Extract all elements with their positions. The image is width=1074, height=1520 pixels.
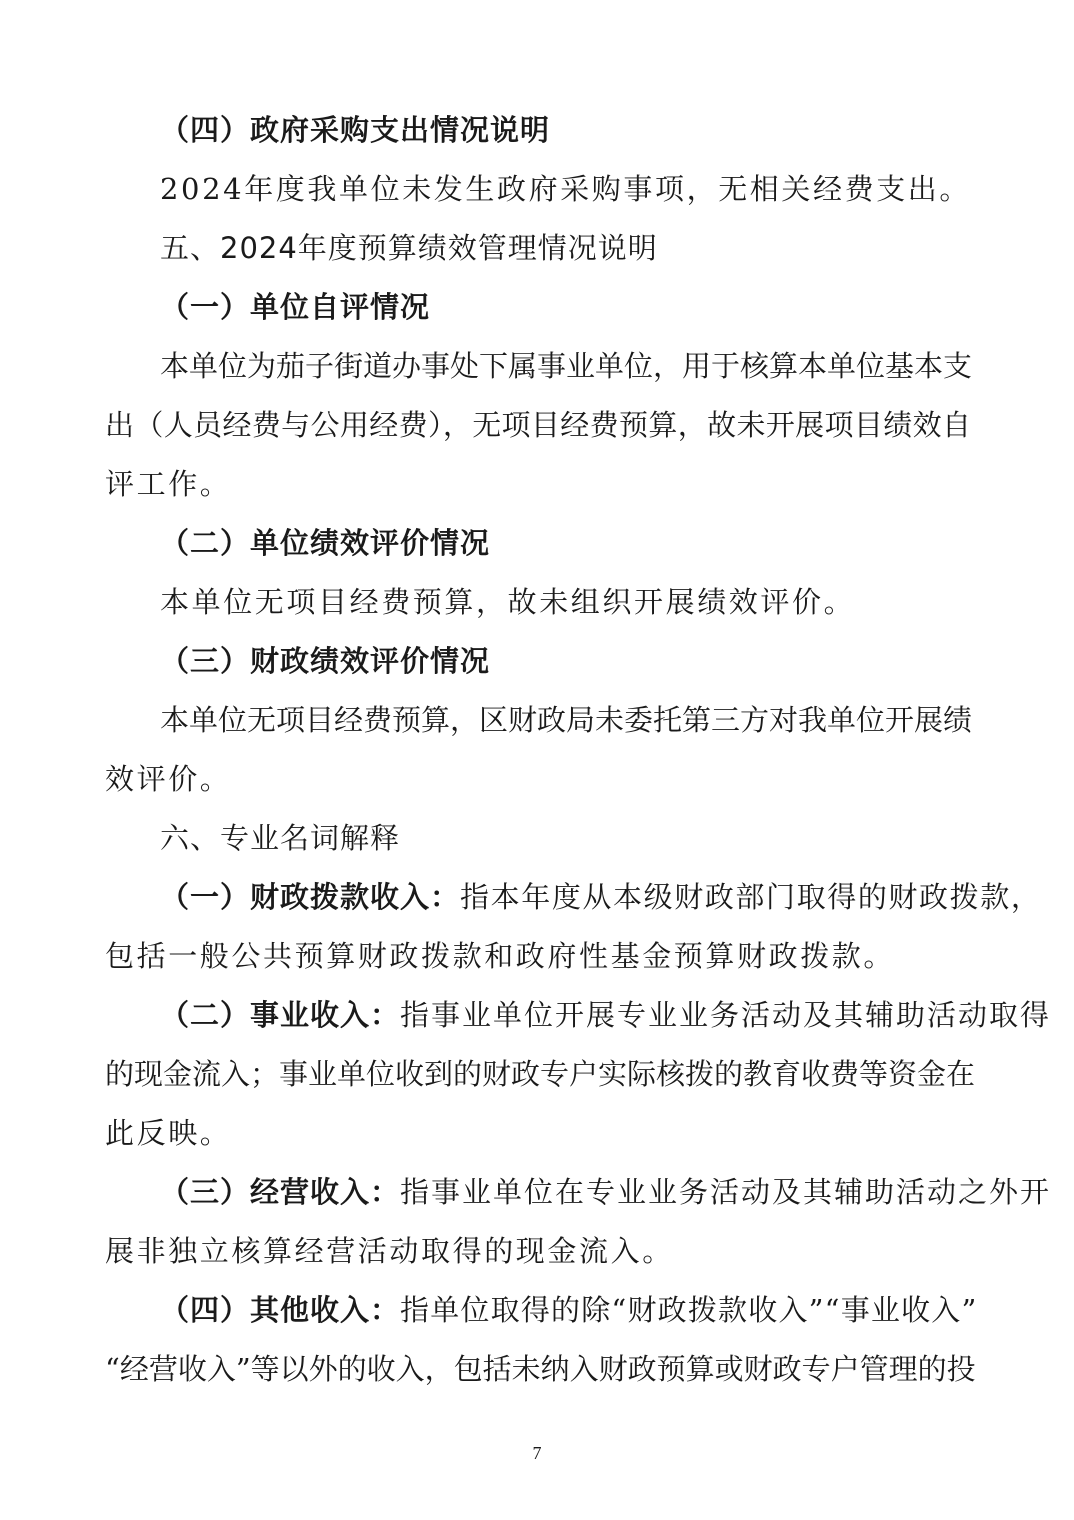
paragraph-line: 本单位为茄子街道办事处下属事业单位，用于核算本单位基本支 xyxy=(160,349,973,383)
subsection-heading-unit-evaluation: （二）单位绩效评价情况 xyxy=(160,526,491,560)
paragraph-line: 此反映。 xyxy=(105,1116,232,1150)
paragraph-line: 的现金流入；事业单位收到的财政专户实际核拨的教育收费等资金在 xyxy=(105,1057,976,1091)
paragraph-line: 出（人员经费与公用经费），无项目经费预算，故未开展项目绩效自 xyxy=(105,408,971,442)
paragraph-line: 效评价。 xyxy=(105,762,232,796)
section-heading-performance-management: 五、2024年度预算绩效管理情况说明 xyxy=(160,231,658,265)
subsection-heading-self-evaluation: （一）单位自评情况 xyxy=(160,290,431,324)
page-number: 7 xyxy=(532,1443,542,1463)
section-heading-glossary: 六、专业名词解释 xyxy=(160,821,401,855)
section-heading-government-procurement: （四）政府采购支出情况说明 xyxy=(160,113,551,147)
subsection-heading-fiscal-evaluation: （三）财政绩效评价情况 xyxy=(160,644,491,678)
term-definition-operating-income: （三）经营收入：指事业单位在专业业务活动及其辅助活动之外开 xyxy=(160,1175,1052,1209)
term-definition-fiscal-appropriation: （一）财政拨款收入：指本年度从本级财政部门取得的财政拨款， xyxy=(160,880,1042,914)
term-definition-other-income: （四）其他收入：指单位取得的除“财政拨款收入”“事业收入” xyxy=(160,1293,978,1327)
paragraph-line: “经营收入”等以外的收入，包括未纳入财政预算或财政专户管理的投 xyxy=(105,1352,976,1386)
paragraph-line: 本单位无项目经费预算，区财政局未委托第三方对我单位开展绩 xyxy=(160,703,973,737)
paragraph-line: 展非独立核算经营活动取得的现金流入。 xyxy=(105,1234,674,1268)
paragraph-line: 评工作。 xyxy=(105,467,232,501)
paragraph-line: 包括一般公共预算财政拨款和政府性基金预算财政拨款。 xyxy=(105,939,896,973)
paragraph: 本单位无项目经费预算，故未组织开展绩效评价。 xyxy=(160,585,856,619)
term-definition-business-income: （二）事业收入：指事业单位开展专业业务活动及其辅助活动取得 xyxy=(160,998,1052,1032)
paragraph: 2024年度我单位未发生政府采购事项，无相关经费支出。 xyxy=(160,172,972,206)
